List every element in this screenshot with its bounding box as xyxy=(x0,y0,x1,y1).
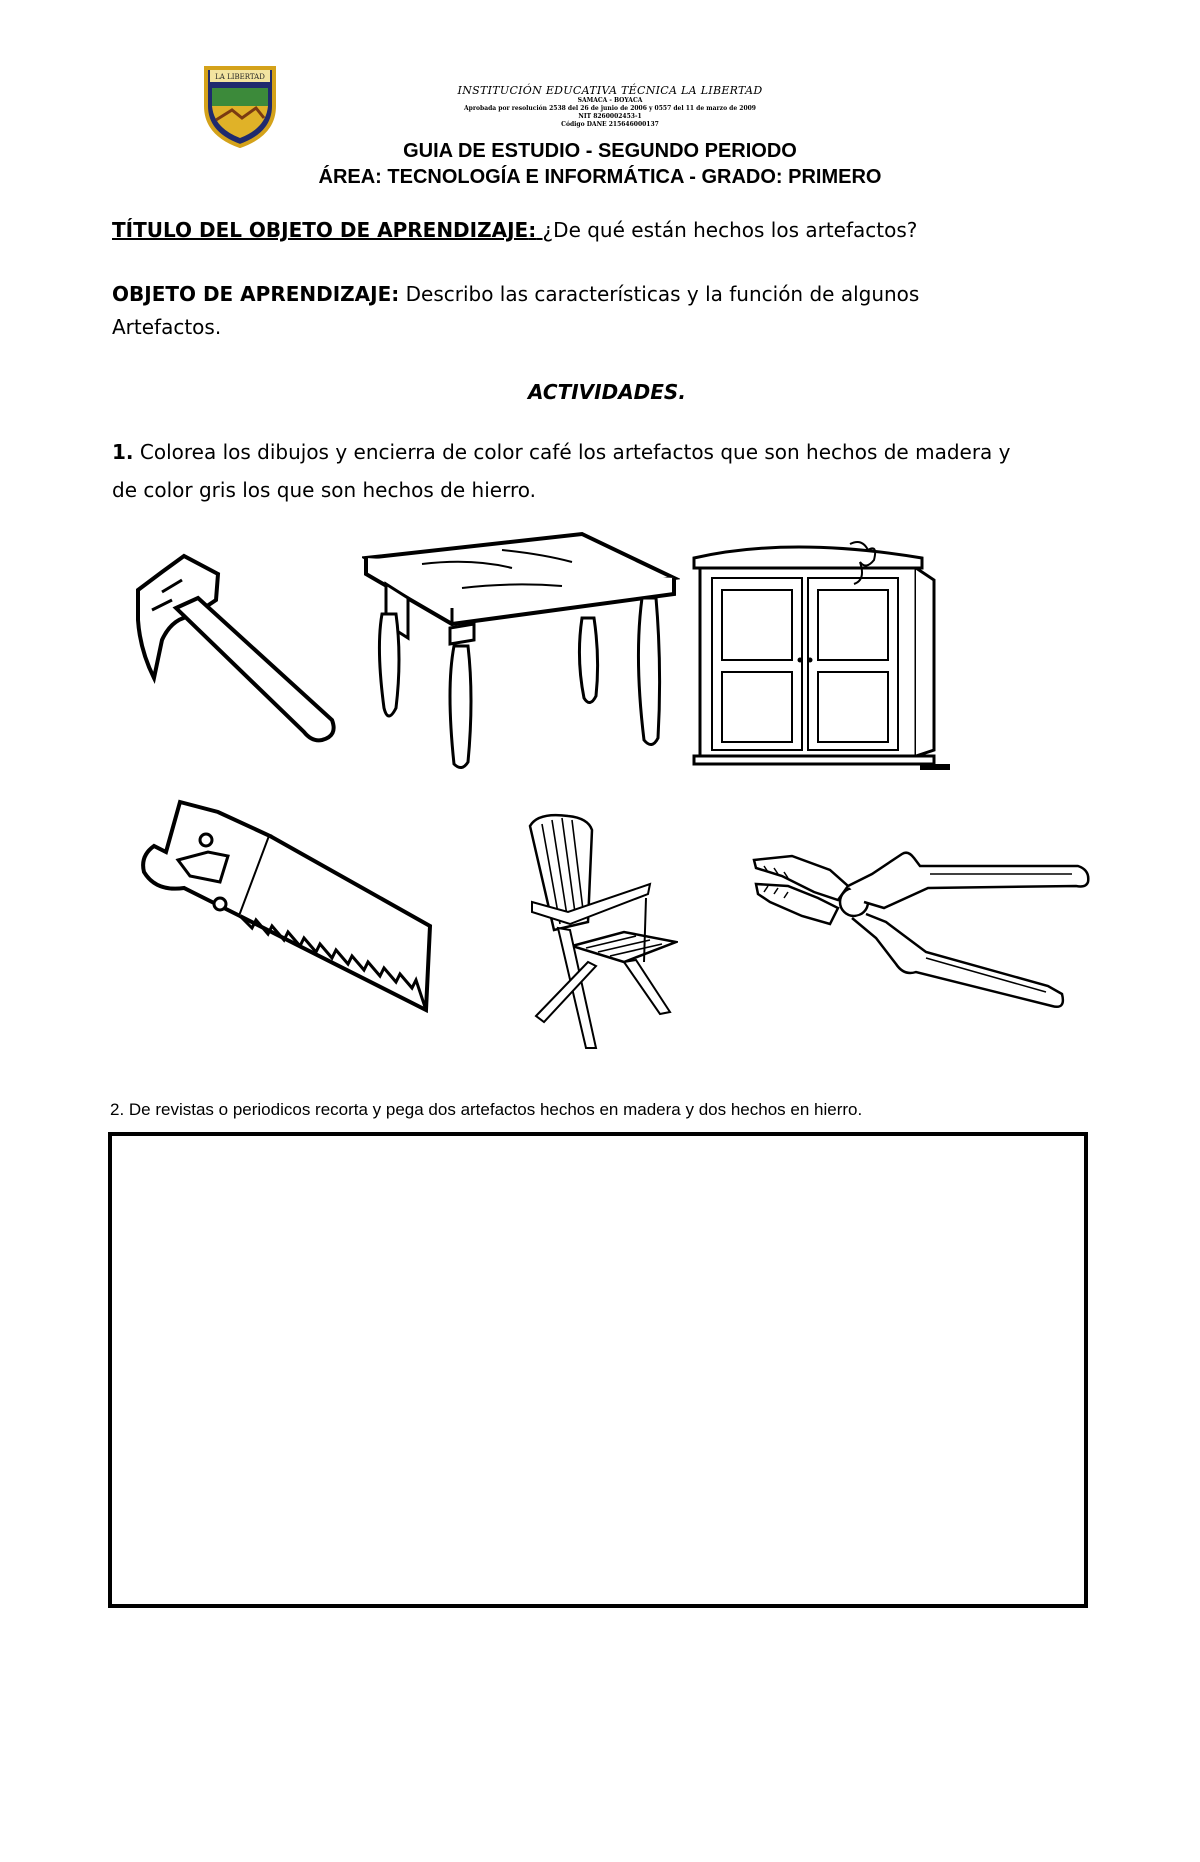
activity-1-number: 1. xyxy=(112,440,134,464)
guide-title: GUIA DE ESTUDIO - SEGUNDO PERIODO xyxy=(403,140,797,162)
learning-object-value-line1: Describo las características y la función de algunos xyxy=(405,282,920,306)
learning-object xyxy=(112,278,1102,344)
activity-1-text-line2: de color gris los que son hechos de hierro. xyxy=(112,478,536,502)
institution-name: INSTITUCIÓN EDUCATIVA TÉCNICA LA LIBERTAD xyxy=(457,84,763,97)
saw-drawing xyxy=(136,796,436,1014)
institution-dane: Código DANE 215646000137 xyxy=(561,121,659,128)
learning-object-label: OBJETO DE APRENDIZAJE xyxy=(112,282,392,306)
activity-1-instructions xyxy=(112,433,1102,509)
learning-object-value-line2: Artefactos. xyxy=(112,315,222,339)
table-drawing xyxy=(362,528,680,772)
school-crest-logo xyxy=(202,62,278,148)
chair-drawing xyxy=(528,812,678,1052)
institution-location: SAMACA - BOYACA xyxy=(577,97,643,104)
learning-object-colon: : xyxy=(391,282,400,306)
guide-area: ÁREA: TECNOLOGÍA E INFORMÁTICA - GRADO: PRIMERO xyxy=(318,166,882,188)
activity-2-instructions: 2. De revistas o periodicos recorta y pega dos artefactos hechos en madera y dos hechos en hierro. xyxy=(110,1100,863,1119)
pliers-drawing xyxy=(752,846,1092,1014)
activity-1-text-line1: Colorea los dibujos y encierra de color café los artefactos que son hechos de madera y xyxy=(139,440,1011,464)
institution-resolution: Aprobada por resolución 2538 del 26 de junio de 2006 y 0557 del 11 de marzo de 2009 xyxy=(464,105,756,112)
axe-drawing xyxy=(132,550,347,750)
wardrobe-drawing xyxy=(690,540,958,772)
institution-header xyxy=(330,84,890,129)
learning-object-title-label: TÍTULO DEL OBJETO DE APRENDIZAJE xyxy=(112,218,529,242)
answer-box xyxy=(108,1132,1088,1608)
learning-object-title xyxy=(112,214,1102,247)
svg-text:LA LIBERTAD: LA LIBERTAD xyxy=(215,73,265,81)
activities-heading: ACTIVIDADES. xyxy=(528,380,686,404)
learning-object-title-colon: : xyxy=(528,218,537,242)
learning-object-title-value: ¿De qué están hechos los artefactos? xyxy=(542,218,918,242)
institution-nit: NIT 8260002453-1 xyxy=(578,113,642,120)
